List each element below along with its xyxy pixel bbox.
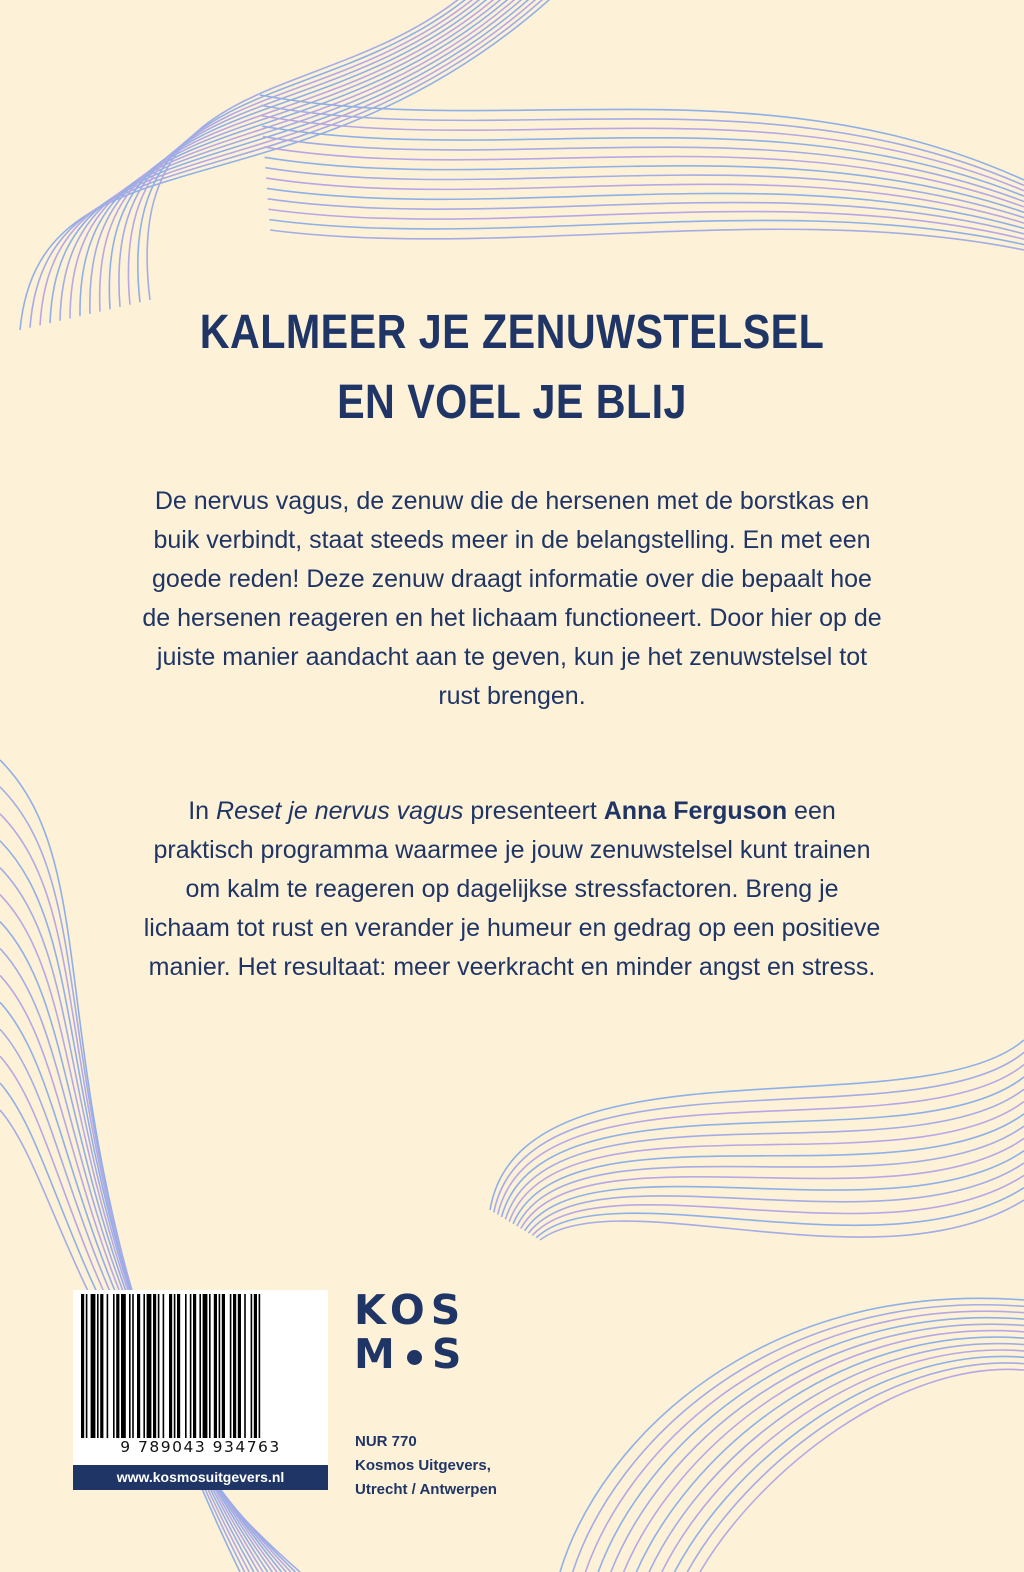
publisher-location: Utrecht / Antwerpen: [355, 1481, 497, 1498]
barcode-bar: [193, 1294, 196, 1438]
logo-letter-m: M: [354, 1330, 401, 1378]
barcode-bar: [100, 1294, 103, 1438]
wave-line: [598, 1318, 1024, 1572]
cover-headline: [72, 298, 953, 438]
isbn-barcode: [79, 1294, 322, 1438]
barcode-bar: [259, 1294, 261, 1438]
barcode-bar: [251, 1294, 253, 1438]
barcode-bar: [214, 1294, 217, 1438]
top-left-wave-bundle: [20, 0, 1024, 330]
barcode-bar: [222, 1294, 225, 1438]
barcode-bar: [185, 1294, 187, 1438]
barcode-bar: [97, 1294, 99, 1438]
logo-row-1: KOS: [354, 1286, 467, 1334]
paragraph-2-intro: In: [188, 797, 217, 825]
wave-line: [536, 1188, 1024, 1238]
wave-line: [80, 0, 518, 316]
barcode-bar: [177, 1294, 180, 1438]
bottom-right-wave-bundle: [490, 1040, 1024, 1572]
barcode-bar: [230, 1294, 232, 1438]
barcode-bar: [116, 1294, 119, 1438]
barcode-bar: [254, 1294, 257, 1438]
paragraph-2-rest: een praktisch programma waarmee je jouw zenuwstelsel kunt trainen om kalm te reageren op dagelijkse stressfactoren. Breng je lichaam tot rust en verander je humeur en gedrag op een positieve manier. Het resultaat: meer veerkracht en minder angst en stress.: [143, 797, 881, 981]
barcode-bar: [91, 1294, 96, 1438]
publisher-url: www.kosmosuitgevers.nl: [73, 1465, 328, 1490]
logo-row-2: [354, 1332, 474, 1376]
blurb-paragraph-1: De nervus vagus, de zenuw die de hersenen met de borstkas en buik verbindt, staat steeds meer in de belangstelling. En met een goede reden! Deze zenuw draagt informatie over die bepaalt hoe de hersenen reageren en het lichaam functioneert. Door hier op de juiste manier aandacht aan te geven, kun je het zenuwstelsel tot rust brengen.: [142, 487, 882, 710]
logo-letter-s: S: [431, 1330, 468, 1378]
barcode-bar: [174, 1294, 176, 1438]
barcode-bar: [190, 1294, 192, 1438]
wave-line: [700, 1369, 1024, 1572]
paragraph-2-mid: presenteert: [463, 797, 604, 825]
barcode-bar: [233, 1294, 236, 1438]
headline-line-1: KALMEER JE ZENUWSTELSEL: [199, 306, 825, 359]
wave-line: [687, 1363, 1024, 1572]
author-name: Anna Ferguson: [603, 797, 788, 825]
book-title: Reset je nervus vagus: [216, 797, 464, 825]
wave-line: [90, 0, 512, 314]
barcode-bar: [129, 1294, 131, 1438]
wave-line: [636, 1337, 1024, 1572]
barcode-bar: [86, 1294, 88, 1438]
kosmos-logo: [354, 1288, 474, 1376]
barcode-bar: [169, 1294, 172, 1438]
publisher-info: [355, 1430, 497, 1502]
logo-dot-icon: [407, 1350, 422, 1365]
barcode-bar: [143, 1294, 145, 1438]
publisher-name: Kosmos Uitgevers,: [355, 1457, 491, 1474]
wave-line: [649, 1344, 1024, 1572]
wave-line: [611, 1324, 1024, 1572]
wave-line: [509, 1102, 1024, 1222]
wave-line: [40, 0, 546, 325]
barcode-bar: [219, 1294, 221, 1438]
barcode-block: [73, 1290, 328, 1490]
barcode-bar: [137, 1294, 140, 1438]
wave-line: [270, 229, 1024, 250]
barcode-bar: [81, 1294, 84, 1438]
wave-line: [662, 1350, 1024, 1572]
wave-line: [498, 1065, 1024, 1215]
barcode-bar: [203, 1294, 208, 1438]
wave-line: [532, 1175, 1024, 1235]
isbn-number: 9 789043 934763: [120, 1438, 281, 1456]
wave-line: [266, 178, 1024, 223]
wave-line: [262, 116, 1024, 191]
nur-code: NUR 770: [355, 1433, 417, 1450]
wave-line: [525, 1151, 1024, 1231]
barcode-bar: [244, 1294, 246, 1438]
barcode-bar: [209, 1294, 211, 1438]
barcode-bar: [121, 1294, 126, 1438]
barcode-bar: [132, 1294, 134, 1438]
blurb-paragraph-2: [140, 792, 884, 987]
barcode-bar: [158, 1294, 160, 1438]
barcode-bar: [113, 1294, 115, 1438]
barcode-bar: [107, 1294, 109, 1438]
wave-line: [261, 105, 1024, 185]
barcode-bar: [153, 1294, 156, 1438]
headline-line-2: EN VOEL JE BLIJ: [337, 376, 687, 429]
wave-line: [30, 0, 553, 328]
barcode-bar: [163, 1294, 165, 1438]
wave-line: [490, 1040, 1024, 1210]
wave-line: [109, 0, 497, 309]
barcode-bar: [147, 1294, 152, 1438]
barcode-bar: [199, 1294, 201, 1438]
barcode-bar: [238, 1294, 241, 1438]
